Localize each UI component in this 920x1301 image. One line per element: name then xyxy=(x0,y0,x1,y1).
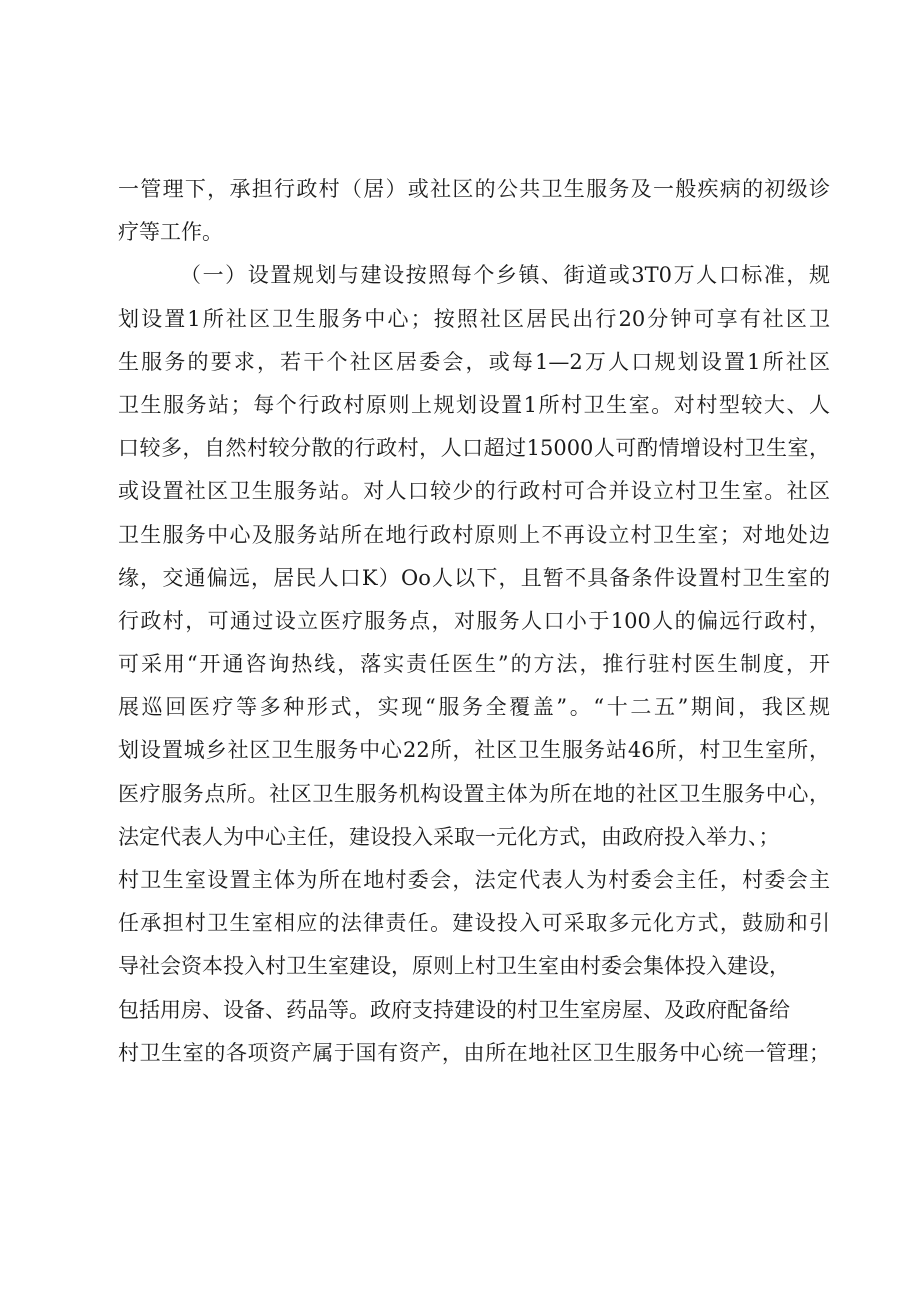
text-line: 疗等工作。 xyxy=(118,220,223,245)
text-line: 医疗服务点所。社区卫生服务机构设置主体为所在地的社区卫生服务中心， xyxy=(118,781,830,806)
text-line: 法定代表人为中心主任，建设投入采取一元化方式，由政府投入举力、； xyxy=(118,824,780,849)
body-text xyxy=(118,168,830,1075)
text-line: 缘，交通偏远，居民人口K）Oo人以下，且暂不具备条件设置村卫生室的 xyxy=(118,565,830,590)
text-line: 任承担村卫生室相应的法律责任。建设投入可采取多元化方式，鼓励和引 xyxy=(118,911,830,936)
text-line: 村卫生室的各项资产属于国有资产，由所在地社区卫生服务中心统一管理； xyxy=(118,1040,830,1065)
text-line: 包括用房、设备、药品等。政府支持建设的村卫生室房屋、及政府配备给 xyxy=(118,997,790,1022)
text-line: 划设置城乡社区卫生服务中心22所，社区卫生服务站46所，村卫生室所， xyxy=(118,738,830,763)
text-line: 卫生服务中心及服务站所在地行政村原则上不再设立村卫生室；对地处边 xyxy=(118,522,830,547)
text-line: 口较多，自然村较分散的行政村，人口超过15000人可酌情增设村卫生室， xyxy=(118,436,830,461)
text-line: 展巡回医疗等多种形式，实现“服务全覆盖”。“十二五”期间，我区规 xyxy=(118,695,830,720)
text-line: 或设置社区卫生服务站。对人口较少的行政村可合并设立村卫生室。社区 xyxy=(118,479,830,504)
text-line: 可采用“开通咨询热线，落实责任医生”的方法，推行驻村医生制度，开 xyxy=(118,652,830,677)
text-line: 一管理下，承担行政村（居）或社区的公共卫生服务及一般疾病的初级诊 xyxy=(118,177,830,201)
text-line: 划设置1所社区卫生服务中心；按照社区居民出行20分钟可享有社区卫 xyxy=(118,306,830,331)
text-line: 生服务的要求，若干个社区居委会，或每1—2万人口规划设置1所社区 xyxy=(118,349,830,374)
text-line: 行政村，可通过设立医疗服务点，对服务人口小于100人的偏远行政村， xyxy=(118,608,830,633)
text-line: 村卫生室设置主体为所在地村委会，法定代表人为村委会主任，村委会主 xyxy=(118,868,830,892)
text-line: 卫生服务站；每个行政村原则上规划设置1所村卫生室。对村型较大、人 xyxy=(118,392,830,417)
text-line: 导社会资本投入村卫生室建设，原则上村卫生室由村委会集体投入建设， xyxy=(118,954,790,979)
text-line: （一）设置规划与建设按照每个乡镇、街道或3T0万人口标准，规 xyxy=(180,263,830,288)
